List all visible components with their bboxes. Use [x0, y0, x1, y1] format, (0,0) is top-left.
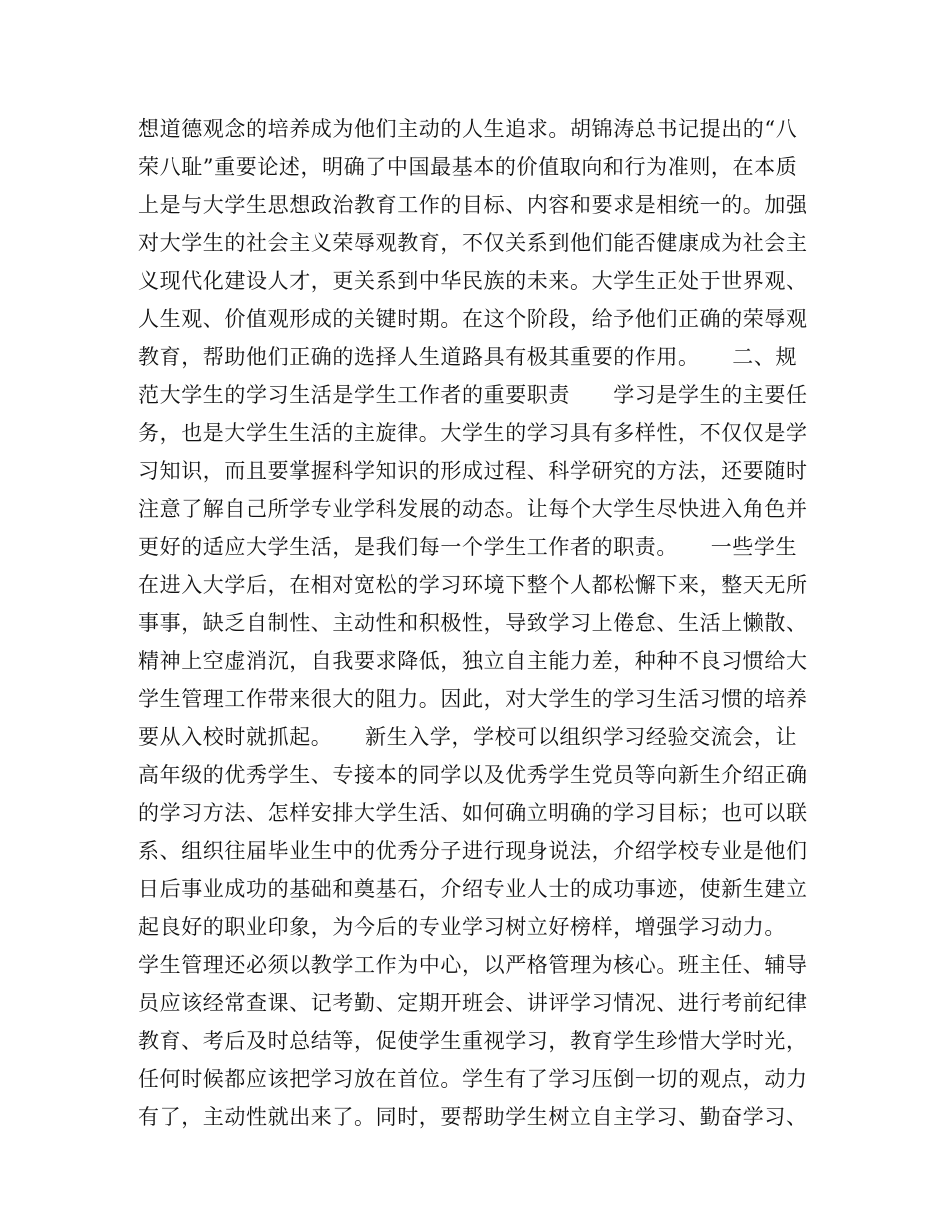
text-line: 注意了解自己所学专业学科发展的动态。让每个大学生尽快进入角色并: [138, 497, 808, 521]
text-line: 荣八耻”重要论述，明确了中国最基本的价值取向和行为准则，在本质: [138, 155, 798, 179]
text-line: 学生管理还必须以教学工作为中心，以严格管理为核心。班主任、辅导: [138, 953, 808, 977]
text-line: 日后事业成功的基础和奠基石，介绍专业人士的成功事迹，使新生建立: [138, 877, 808, 901]
text-line: 习知识，而且要掌握科学知识的形成过程、科学研究的方法，还要随时: [138, 459, 808, 483]
text-line: 任何时候都应该把学习放在首位。学生有了学习压倒一切的观点，动力: [138, 1067, 808, 1091]
text-line: 想道德观念的培养成为他们主动的人生追求。胡锦涛总书记提出的“八: [138, 117, 798, 141]
text-line: 要从入校时就抓起。 新生入学，学校可以组织学习经验交流会，让: [138, 725, 798, 749]
text-line: 起良好的职业印象，为今后的专业学习树立好榜样，增强学习动力。: [138, 915, 798, 939]
text-line: 员应该经常查课、记考勤、定期开班会、讲评学习情况、进行考前纪律: [138, 991, 808, 1015]
text-line: 的学习方法、怎样安排大学生活、如何确立明确的学习目标；也可以联: [138, 801, 808, 825]
text-line: 范大学生的学习生活是学生工作者的重要职责 学习是学生的主要任: [138, 383, 808, 407]
text-line: 有了，主动性就出来了。同时，要帮助学生树立自主学习、勤奋学习、: [138, 1105, 808, 1129]
text-line: 学生管理工作带来很大的阻力。因此，对大学生的学习生活习惯的培养: [138, 687, 808, 711]
text-line: 教育、考后及时总结等，促使学生重视学习，教育学生珍惜大学时光，: [138, 1029, 808, 1053]
body-text: [138, 110, 818, 1136]
text-line: 更好的适应大学生活，是我们每一个学生工作者的职责。 一些学生: [138, 535, 798, 559]
text-line: 事事，缺乏自制性、主动性和积极性，导致学习上倦怠、生活上懒散、: [138, 611, 808, 635]
text-line: 精神上空虚消沉，自我要求降低，独立自主能力差，种种不良习惯给大: [138, 649, 808, 673]
text-line: 上是与大学生思想政治教育工作的目标、内容和要求是相统一的。加强: [138, 193, 808, 217]
text-line: 务，也是大学生生活的主旋律。大学生的学习具有多样性，不仅仅是学: [138, 421, 808, 445]
text-line: 高年级的优秀学生、专接本的同学以及优秀学生党员等向新生介绍正确: [138, 763, 808, 787]
text-line: 在进入大学后，在相对宽松的学习环境下整个人都松懈下来，整天无所: [138, 573, 808, 597]
text-line: 对大学生的社会主义荣辱观教育，不仅关系到他们能否健康成为社会主: [138, 231, 808, 255]
text-line: 教育，帮助他们正确的选择人生道路具有极其重要的作用。 二、规: [138, 345, 798, 369]
text-line: 系、组织往届毕业生中的优秀分子进行现身说法，介绍学校专业是他们: [138, 839, 808, 863]
text-line: 义现代化建设人才，更关系到中华民族的未来。大学生正处于世界观、: [138, 269, 808, 293]
text-line: 人生观、价值观形成的关键时期。在这个阶段，给予他们正确的荣辱观: [138, 307, 808, 331]
